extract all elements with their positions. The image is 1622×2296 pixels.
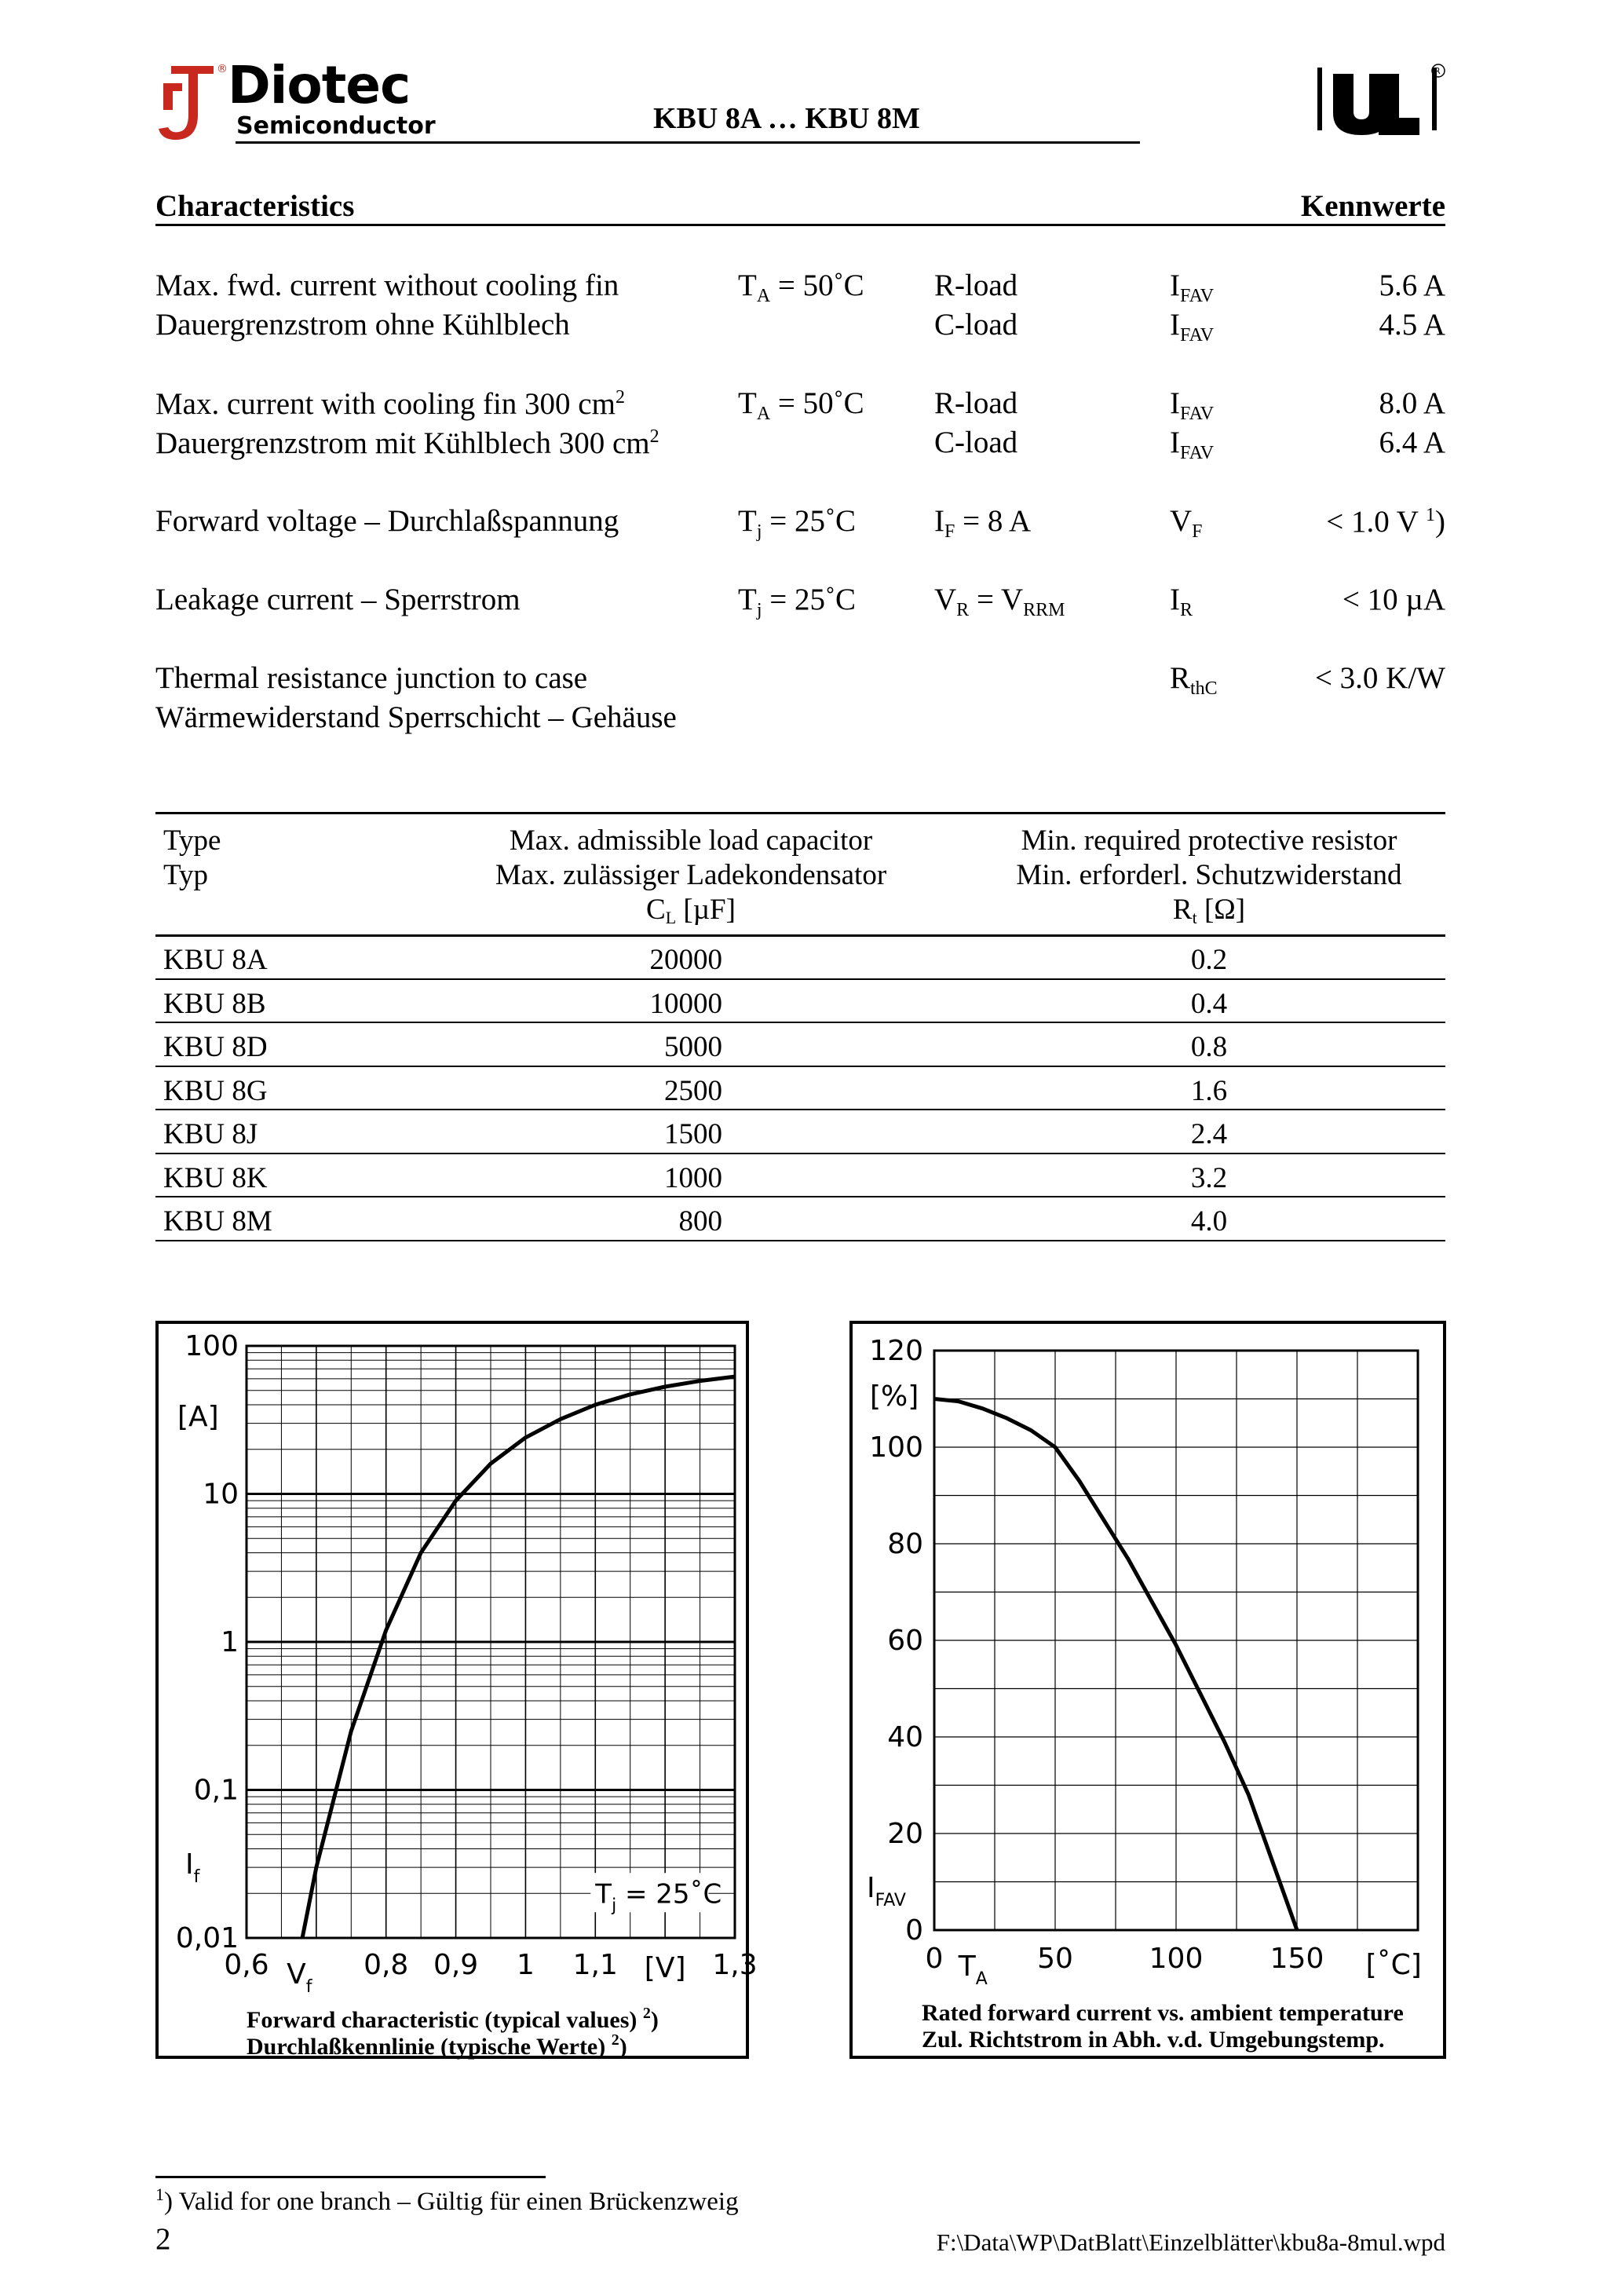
table-cell-resistor: 4.0 xyxy=(1190,1205,1228,1238)
char-1-label-de: Dauergrenzstrom ohne Kühlblech xyxy=(155,308,570,342)
chart-derating-curve xyxy=(853,1324,1443,2056)
y-axis-unit: [%] xyxy=(870,1380,919,1413)
footnote: $^1$) Valid for one branch – Gültig für einen Brückenzweig xyxy=(155,2184,739,2216)
char-2-condition: $T_A$ = 50˚C xyxy=(738,386,864,424)
char-1-load-c: C-load xyxy=(934,308,1018,342)
table-row-rule xyxy=(155,1109,1445,1110)
y-tick-label: 0,1 xyxy=(193,1774,239,1807)
x-axis-unit: [˚C] xyxy=(1365,1949,1422,1981)
page-number: 2 xyxy=(155,2222,171,2256)
svg-text:R: R xyxy=(1434,66,1441,76)
table-row-rule xyxy=(155,1153,1445,1154)
table-cell-capacitor: 10000 xyxy=(649,987,722,1020)
x-tick-label: 0,9 xyxy=(433,1949,479,1981)
char-1-value-c: 4.5 A xyxy=(1379,308,1445,342)
table-row-rule xyxy=(155,1240,1445,1241)
char-1-load-r: R-load xyxy=(934,269,1018,302)
chart-derating-caption-en: Rated forward current vs. ambient temperature xyxy=(922,2000,1404,2026)
char-5-value: < 3.0 K/W xyxy=(1314,661,1445,695)
y-tick-label: 100 xyxy=(869,1431,923,1464)
table-cell-type: KBU 8M xyxy=(163,1205,272,1238)
char-2-label-de: Dauergrenzstrom mit Kühlblech 300 $cm^2$ xyxy=(155,426,659,460)
y-tick-label: 60 xyxy=(887,1625,923,1657)
x-axis-label: $T_A$ xyxy=(958,1951,988,1989)
forward-curve xyxy=(302,1377,735,1938)
ul-certification-logo xyxy=(1316,63,1449,144)
table-cell-resistor: 0.4 xyxy=(1190,987,1228,1020)
table-cell-type: KBU 8D xyxy=(163,1031,268,1063)
table-row-rule xyxy=(155,978,1445,980)
y-tick-label: 100 xyxy=(184,1330,239,1362)
char-4-label: Leakage current – Sperrstrom xyxy=(155,583,521,616)
y-tick-label: 80 xyxy=(887,1528,923,1560)
section-rule xyxy=(155,224,1445,226)
table-header-rule xyxy=(155,934,1445,937)
char-4-symbol: $I_R$ xyxy=(1170,583,1193,620)
char-1-condition: $T_A$ = 50˚C xyxy=(738,269,864,306)
table-cell-resistor: 0.2 xyxy=(1190,944,1228,976)
char-5-symbol: $R_{thC}$ xyxy=(1170,661,1218,699)
table-cell-capacitor: 1500 xyxy=(664,1118,722,1150)
x-axis-unit: [V] xyxy=(644,1952,686,1984)
table-row-rule xyxy=(155,1196,1445,1197)
chart-forward-frame xyxy=(155,1321,758,2060)
table-cell-resistor: 3.2 xyxy=(1190,1161,1228,1194)
ul-logo-icon xyxy=(1316,63,1449,144)
char-1-label-en: Max. fwd. current without cooling fin xyxy=(155,269,619,302)
table-cell-capacitor: 800 xyxy=(678,1205,722,1238)
table-cell-resistor: 1.6 xyxy=(1190,1074,1228,1107)
y-tick-label: 40 xyxy=(887,1721,923,1753)
y-axis-unit: [A] xyxy=(177,1401,219,1433)
table-header-resistor-de: Min. erforderl. Schutzwiderstand xyxy=(1016,859,1402,891)
document-title: KBU 8A … KBU 8M xyxy=(653,102,920,135)
y-axis-label: $I_f$ xyxy=(185,1848,200,1887)
char-2-symbol-c: $I_{FAV}$ xyxy=(1170,426,1215,463)
table-cell-resistor: 2.4 xyxy=(1190,1118,1228,1150)
y-axis-label: $I_{FAV}$ xyxy=(867,1872,906,1910)
char-5-label-en: Thermal resistance junction to case xyxy=(155,661,588,695)
diotec-logo-mark-icon xyxy=(155,60,228,144)
y-tick-label: 0 xyxy=(905,1914,923,1947)
char-2-symbol-r: $I_{FAV}$ xyxy=(1170,386,1215,424)
table-cell-capacitor: 1000 xyxy=(664,1161,722,1194)
y-tick-label: 1 xyxy=(221,1626,239,1658)
x-tick-label: 150 xyxy=(1269,1943,1324,1975)
x-axis-label: $V_f$ xyxy=(287,1958,312,1997)
file-path: F:\Data\WP\DatBlatt\Einzelblätter\kbu8a-8mul.wpd xyxy=(936,2228,1445,2256)
char-2-label-en: Max. current with cooling fin 300 $cm^2$ xyxy=(155,387,625,421)
section-title-de: Kennwerte xyxy=(1300,189,1445,223)
table-header-type-en: Type xyxy=(163,824,221,857)
char-2-load-r: R-load xyxy=(934,386,1018,420)
x-tick-label: 0 xyxy=(925,1943,944,1975)
table-header-resistor-unit: $R_t$ [Ω] xyxy=(1172,894,1246,927)
char-3-symbol: $V_F$ xyxy=(1170,504,1203,542)
table-cell-capacitor: 20000 xyxy=(649,944,722,976)
table-cell-capacitor: 5000 xyxy=(664,1031,722,1063)
y-tick-label: 20 xyxy=(887,1818,923,1850)
chart-forward-characteristic xyxy=(159,1324,758,2056)
char-1-value-r: 5.6 A xyxy=(1379,269,1445,302)
y-tick-label: 0,01 xyxy=(175,1922,239,1954)
svg-text:®: ® xyxy=(217,63,228,75)
char-5-label-de: Wärmewiderstand Sperrschicht – Gehäuse xyxy=(155,700,677,734)
char-4-condition: $T_j$ = 25˚C xyxy=(738,583,856,620)
char-2-load-c: C-load xyxy=(934,426,1018,459)
table-cell-type: KBU 8G xyxy=(163,1074,268,1107)
table-top-rule xyxy=(155,812,1445,814)
char-1-symbol-r: $I_{FAV}$ xyxy=(1170,269,1215,306)
annotation-temperature: $T_j$ = 25˚C xyxy=(595,1878,722,1916)
table-row-rule xyxy=(155,1022,1445,1023)
table-header-type-de: Typ xyxy=(163,859,209,891)
table-row-rule xyxy=(155,1066,1445,1067)
char-2-value-r: 8.0 A xyxy=(1379,386,1445,420)
table-header-capacitor-de: Max. zulässiger Ladekondensator xyxy=(495,859,887,891)
chart-derating-frame xyxy=(849,1321,1446,2059)
char-3-condition: $T_j$ = 25˚C xyxy=(738,504,856,542)
x-tick-label: 1 xyxy=(516,1949,535,1981)
table-cell-type: KBU 8B xyxy=(163,987,266,1020)
char-4-value: < 10 µA xyxy=(1342,583,1445,616)
brand-subtitle: Semiconductor xyxy=(236,112,436,140)
table-cell-type: KBU 8A xyxy=(163,944,268,976)
table-header-resistor-en: Min. required protective resistor xyxy=(1021,824,1397,857)
char-2-value-c: 6.4 A xyxy=(1379,426,1445,459)
table-cell-type: KBU 8K xyxy=(163,1161,268,1194)
x-tick-label: 0,6 xyxy=(224,1949,269,1981)
y-tick-label: 120 xyxy=(869,1335,923,1367)
char-3-value: < 1.0 V $^1$) xyxy=(1326,505,1445,539)
char-3-label: Forward voltage – Durchlaßspannung xyxy=(155,504,619,538)
chart-forward-caption-de: Durchlaßkennlinie (typische Werte) $^2$) xyxy=(247,2031,627,2060)
x-tick-label: 1,3 xyxy=(712,1949,758,1981)
table-header-capacitor-unit: $C_L$ [µF] xyxy=(646,894,736,927)
brand-name: Diotec xyxy=(228,55,411,115)
chart-forward-caption-en: Forward characteristic (typical values) $^2$) xyxy=(247,2005,659,2033)
table-cell-type: KBU 8J xyxy=(163,1118,258,1150)
title-underline xyxy=(236,141,1140,144)
char-4-param: $V_R = V_{RRM}$ xyxy=(934,583,1065,620)
y-tick-label: 10 xyxy=(203,1478,239,1511)
char-3-param: $I_F = 8$ A xyxy=(934,504,1032,542)
char-1-symbol-c: $I_{FAV}$ xyxy=(1170,308,1215,345)
x-tick-label: 1,1 xyxy=(572,1949,618,1981)
x-tick-label: 50 xyxy=(1037,1943,1073,1975)
table-cell-resistor: 0.8 xyxy=(1190,1031,1228,1063)
x-tick-label: 100 xyxy=(1149,1943,1204,1975)
footnote-rule xyxy=(155,2176,546,2178)
table-header-capacitor-en: Max. admissible load capacitor xyxy=(509,824,873,857)
x-tick-label: 0,8 xyxy=(363,1949,409,1981)
table-cell-capacitor: 2500 xyxy=(664,1074,722,1107)
section-title-en: Characteristics xyxy=(155,189,355,223)
chart-derating-caption-de: Zul. Richtstrom in Abh. v.d. Umgebungstemp. xyxy=(922,2027,1385,2053)
